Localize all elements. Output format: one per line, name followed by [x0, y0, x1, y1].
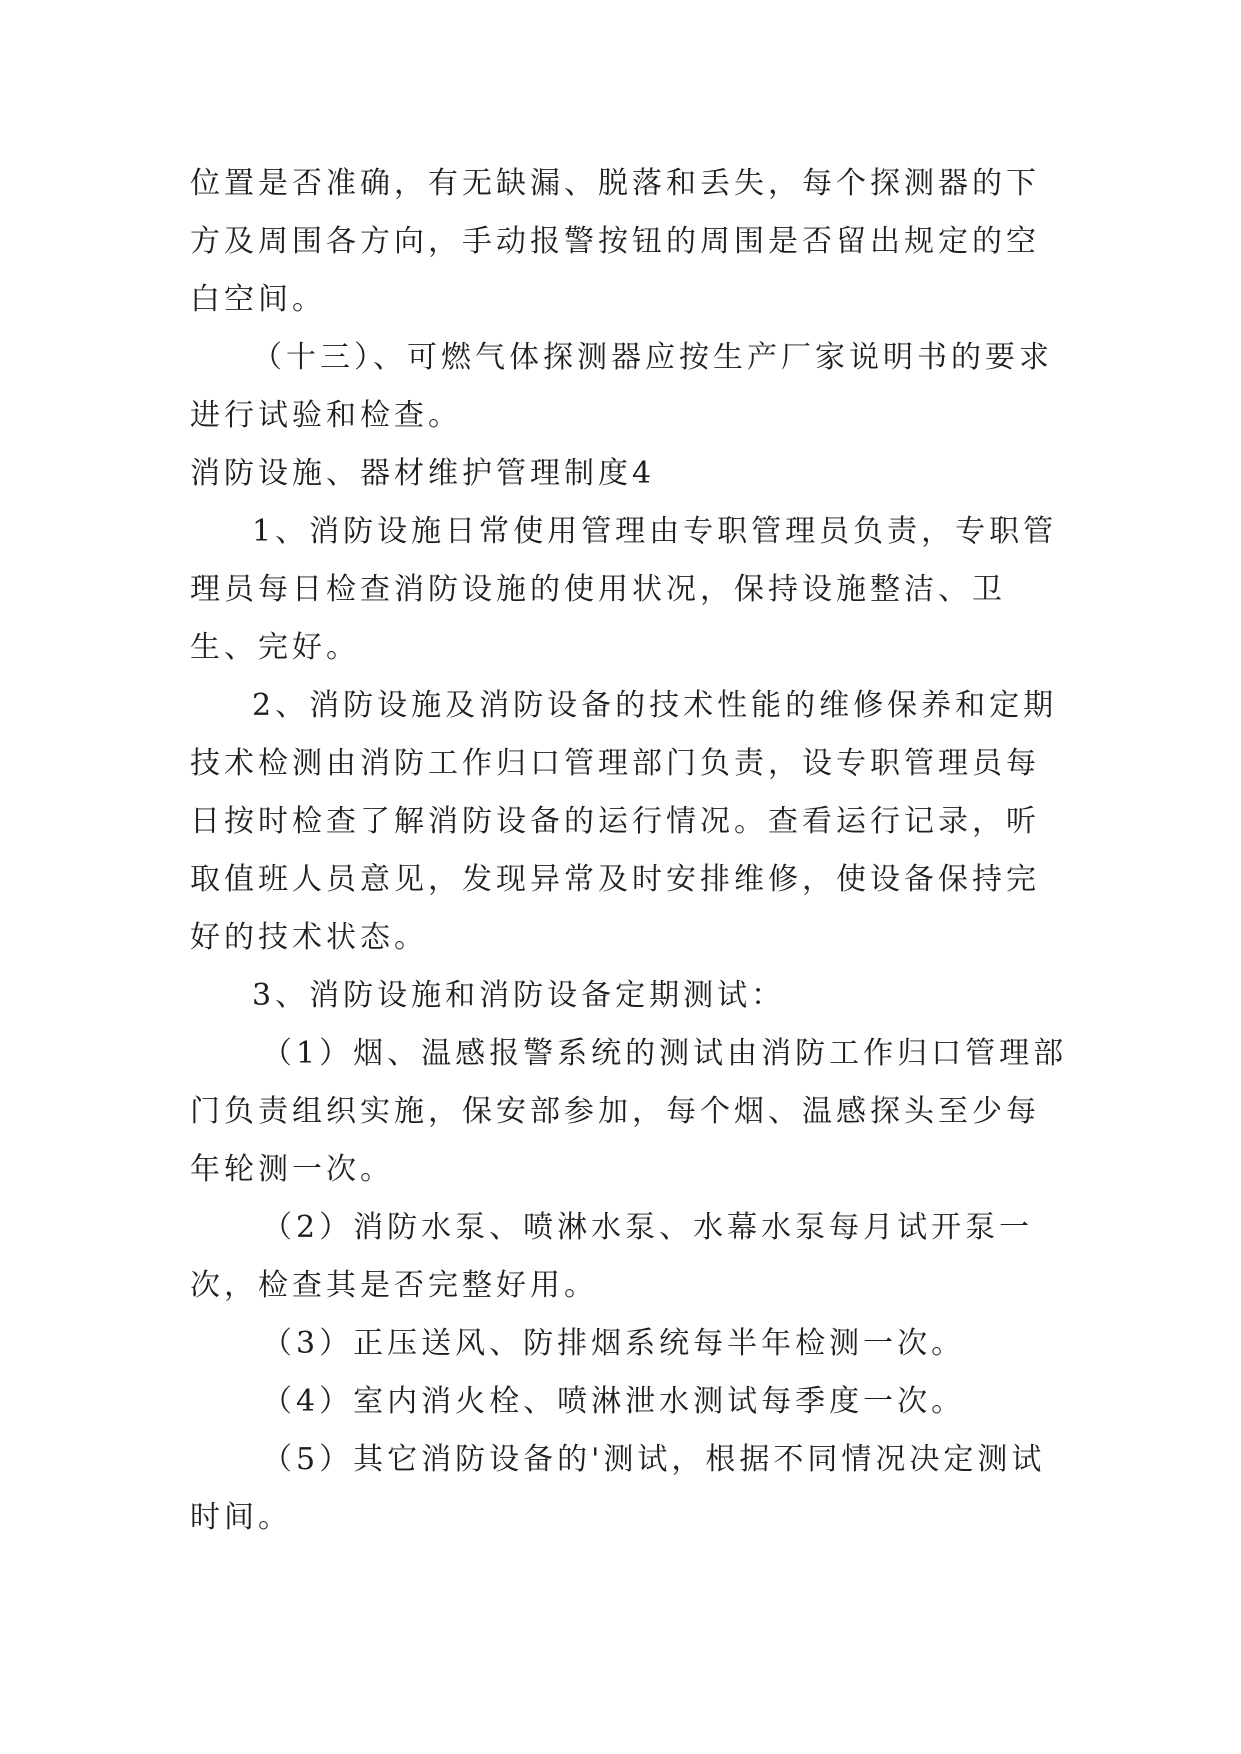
paragraph-subitem-5: （5）其它消防设备的'测试，根据不同情况决定测试时间。 — [190, 1442, 1046, 1535]
document-body — [190, 155, 1070, 1547]
paragraph-item-1: 1、消防设施日常使用管理由专职管理员负责，专职管理员每日检查消防设施的使用状况，保持设施整洁、卫生、完好。 — [190, 514, 1058, 665]
paragraph-subitem-4: （4）室内消火栓、喷淋泄水测试每季度一次。 — [262, 1384, 966, 1419]
paragraph-continuation: 位置是否准确，有无缺漏、脱落和丢失，每个探测器的下方及周围各方向，手动报警按钮的周围是否留出规定的空白空间。 — [190, 166, 1040, 317]
section-heading: 消防设施、器材维护管理制度4 — [190, 456, 656, 491]
paragraph-item-3: 3、消防设施和消防设备定期测试： — [252, 978, 786, 1013]
paragraph-subitem-1: （1）烟、温感报警系统的测试由消防工作归口管理部门负责组织实施，保安部参加，每个烟、温感探头至少每年轮测一次。 — [190, 1036, 1068, 1187]
paragraph-subitem-3: （3）正压送风、防排烟系统每半年检测一次。 — [262, 1326, 966, 1361]
paragraph-item-2: 2、消防设施及消防设备的技术性能的维修保养和定期技术检测由消防工作归口管理部门负责，设专职管理员每日按时检查了解消防设备的运行情况。查看运行记录，听取值班人员意见，发现异常及时安排维修，使设备保持完好的技术状态。 — [190, 688, 1058, 955]
paragraph-subitem-2: （2）消防水泵、喷淋水泵、水幕水泵每月试开泵一次，检查其是否完整好用。 — [190, 1210, 1034, 1303]
paragraph-item-13: （十三）、可燃气体探测器应按生产厂家说明书的要求进行试验和检查。 — [190, 340, 1053, 433]
